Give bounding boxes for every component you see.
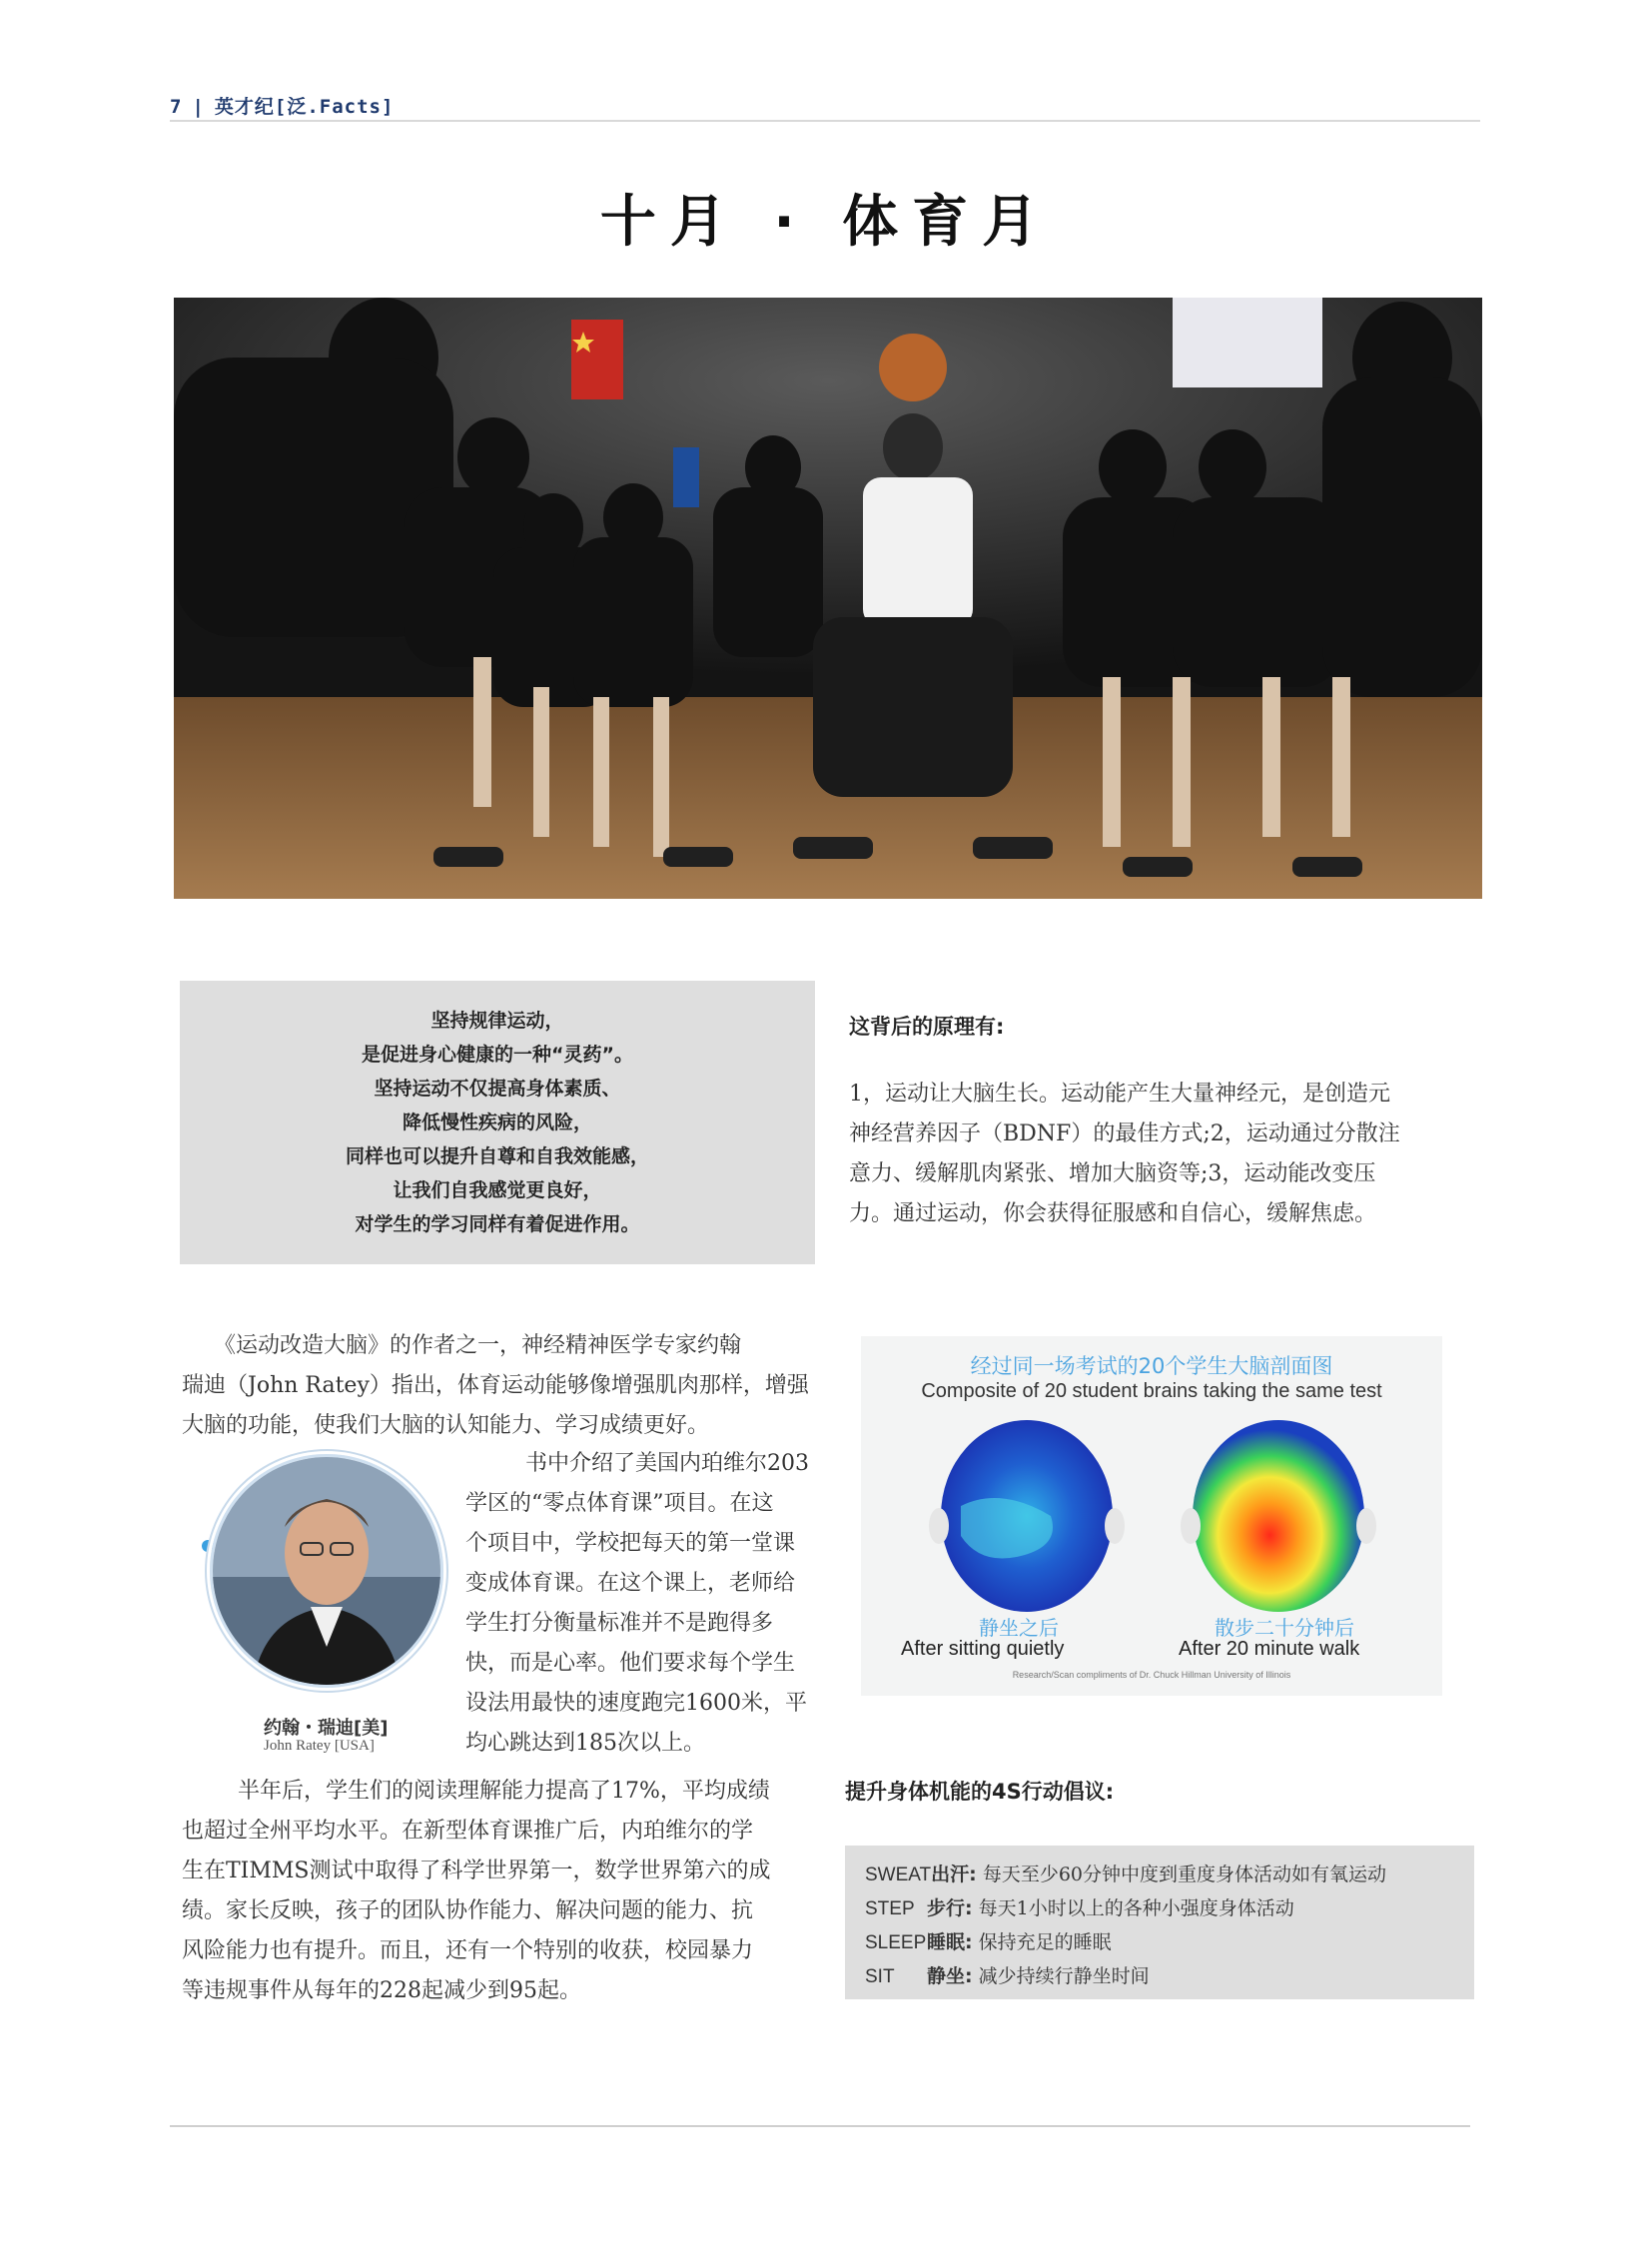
quote-line: 坚持运动不仅提高身体素质、 — [374, 1078, 621, 1100]
basketball-photo-illustration — [174, 298, 1482, 899]
header-rule — [170, 120, 1480, 122]
article-intro-line: 瑞迪（John Ratey）指出，体育运动能够像增强肌肉那样，增强 — [182, 1373, 809, 1398]
john-ratey-portrait — [210, 1454, 443, 1688]
action-cn: 睡眠: — [927, 1931, 973, 1953]
actions-box — [845, 1846, 1474, 1999]
article-result-line: 也超过全州平均水平。在新型体育课推广后，内珀维尔的学 — [182, 1819, 754, 1844]
portrait-caption-en: John Ratey [USA] — [264, 1738, 375, 1754]
principle-line: 1，运动让大脑生长。运动能产生大量神经元，是创造元 — [849, 1082, 1390, 1107]
article-wrap-line: 设法用最快的速度跑完1600米，平 — [465, 1691, 807, 1716]
action-key: SIT — [865, 1966, 895, 1987]
article-wrap-line: 学生打分衡量标准并不是跑得多 — [465, 1611, 774, 1636]
brain-label-walking-cn: 散步二十分钟后 — [1215, 1616, 1354, 1640]
action-text: 每天1小时以上的各种小强度身体活动 — [978, 1897, 1294, 1919]
quote-line: 是促进身心健康的一种“灵药”。 — [362, 1044, 633, 1066]
brain-scan-figure — [861, 1336, 1442, 1696]
article-wrap-line: 书中介绍了美国内珀维尔203 — [525, 1451, 809, 1476]
header-separator: | — [192, 96, 205, 118]
article-wrap-line: 快，而是心率。他们要求每个学生 — [465, 1651, 796, 1676]
quote-line: 对学生的学习同样有着促进作用。 — [355, 1213, 640, 1235]
article-result-line: 半年后，学生们的阅读理解能力提高了17%，平均成绩 — [238, 1779, 770, 1804]
article-wrap-line: 均心跳达到185次以上。 — [465, 1731, 705, 1756]
basketball-team-photo — [174, 298, 1482, 899]
principle-line: 力。通过运动，你会获得征服感和自信心，缓解焦虑。 — [849, 1201, 1377, 1226]
article-wrap-line: 变成体育课。在这个课上，老师给 — [465, 1571, 796, 1596]
article-intro-line: 《运动改造大脑》的作者之一，神经精神医学专家约翰 — [214, 1333, 742, 1358]
brain-scan-sitting — [929, 1420, 1125, 1612]
action-key: STEP — [865, 1898, 915, 1919]
page-title: 十月 · 体育月 — [599, 190, 1053, 255]
running-header — [170, 92, 394, 119]
action-text: 每天至少60分钟中度到重度身体活动如有氧运动 — [982, 1864, 1386, 1885]
brain-scan-images — [861, 1416, 1442, 1616]
action-text: 保持充足的睡眠 — [978, 1931, 1112, 1953]
brain-figure-credit: Research/Scan compliments of Dr. Chuck Hillman University of Illinois — [1012, 1670, 1291, 1680]
action-item — [865, 1927, 1112, 1954]
principle-line: 意力、缓解肌肉紧张、增加大脑资等;3，运动能改变压 — [849, 1161, 1376, 1186]
article-result-line: 风险能力也有提升。而且，还有一个特别的收获，校园暴力 — [182, 1938, 754, 1963]
quote-line: 坚持规律运动， — [430, 1010, 564, 1032]
article-result-line: 等违规事件从每年的228起减少到95起。 — [182, 1978, 581, 2003]
quote-line: 降低慢性疾病的风险， — [402, 1112, 592, 1133]
brain-figure-title-cn: 经过同一场考试的20个学生大脑剖面图 — [970, 1354, 1333, 1378]
action-key: SLEEP — [865, 1932, 927, 1953]
principles-heading: 这背后的原理有: — [849, 1015, 1005, 1039]
brain-scan-walking — [1181, 1420, 1376, 1612]
actions-heading: 提升身体机能的4S行动倡议: — [845, 1780, 1115, 1804]
principle-line: 神经营养因子（BDNF）的最佳方式;2，运动通过分散注 — [849, 1121, 1400, 1146]
article-intro-line: 大脑的功能，使我们大脑的认知能力、学习成绩更好。 — [182, 1413, 710, 1438]
footer-rule — [170, 2125, 1470, 2127]
quote-box — [180, 981, 815, 1264]
article-result-line: 绩。家长反映，孩子的团队协作能力、解决问题的能力、抗 — [182, 1898, 754, 1923]
quote-line: 让我们自我感觉更良好， — [393, 1179, 602, 1201]
action-cn: 出汗: — [931, 1864, 977, 1885]
brain-label-sitting-cn: 静坐之后 — [979, 1616, 1059, 1640]
magazine-name: 英才纪[泛.Facts] — [214, 96, 395, 118]
action-text: 减少持续行静坐时间 — [978, 1965, 1150, 1987]
article-result-line: 生在TIMMS测试中取得了科学世界第一，数学世界第六的成 — [182, 1859, 771, 1883]
action-item — [865, 1893, 1294, 1920]
article-wrap-line: 学区的“零点体育课”项目。在这 — [465, 1491, 774, 1516]
action-key: SWEAT — [865, 1865, 932, 1885]
action-item — [865, 1961, 1150, 1988]
action-item — [865, 1860, 1386, 1886]
page-number: 7 — [170, 96, 183, 118]
portrait-illustration — [213, 1457, 440, 1685]
action-cn: 步行: — [927, 1897, 973, 1919]
brain-label-walking-en: After 20 minute walk — [1179, 1638, 1360, 1660]
brain-figure-title-en: Composite of 20 student brains taking the same test — [921, 1380, 1382, 1402]
quote-line: 同样也可以提升自尊和自我效能感， — [345, 1145, 649, 1167]
brain-label-sitting-en: After sitting quietly — [901, 1638, 1065, 1660]
article-wrap-line: 个项目中，学校把每天的第一堂课 — [465, 1531, 796, 1556]
portrait-caption-cn: 约翰・瑞迪[美] — [264, 1718, 389, 1739]
action-cn: 静坐: — [927, 1965, 973, 1987]
